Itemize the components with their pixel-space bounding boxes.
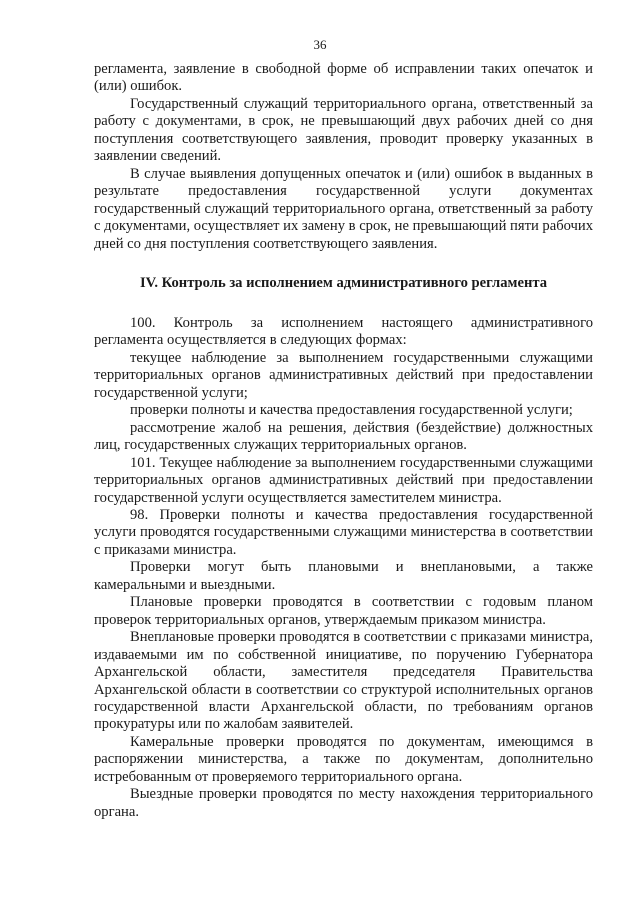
paragraph-item-100: 100. Контроль за исполнением настоящего административного регламента осуществляется в следующих формах: [94, 314, 593, 349]
paragraph: рассмотрение жалоб на решения, действия (бездействие) должностных лиц, государственных служащих территориальных органов. [94, 419, 593, 454]
paragraph-item-101: 101. Текущее наблюдение за выполнением государственными служащими территориальных органов административных действий при предоставлении государственной услуги осуществляется заместителем министра. [94, 454, 593, 506]
paragraph: проверки полноты и качества предоставления государственной услуги; [130, 402, 573, 419]
paragraph: Государственный служащий территориального органа, ответственный за работу с документами, в срок, не превышающий двух рабочих дней со дня поступления соответствующего заявления, проводит проверку указанных в заявлении сведений. [94, 95, 593, 165]
paragraph: Плановые проверки проводятся в соответствии с годовым планом проверок территориальных органов, утверждаемым приказом министра. [94, 594, 593, 628]
paragraph-continuation: регламента, заявление в свободной форме об исправлении таких опечаток и (или) ошибок. [94, 61, 593, 95]
paragraph: В случае выявления допущенных опечаток и (или) ошибок в выданных в результате предоставления государственной услуги документах государственный служащий территориального органа, ответственный за работу с документами, осуществляет их замену в срок, не превышающий пяти рабочих дней со дня поступления соответствующего заявления. [94, 165, 593, 252]
paragraph: Камеральные проверки проводятся по документам, имеющимся в распоряжении министерства, а также по документам, дополнительно истребованным от проверяемого территориального органа. [94, 733, 593, 785]
document-body [94, 61, 593, 821]
paragraph-item-98: 98. Проверки полноты и качества предоставления государственной услуги проводятся государственными служащими министерства в соответствии с приказами министра. [94, 506, 593, 558]
paragraph: Внеплановые проверки проводятся в соответствии с приказами министра, издаваемыми им по собственной инициативе, по поручению Губернатора Архангельской области, заместителя председателя Правительства Архангельской области в соответствии со структурой исполнительных органов государственной власти Архангельской области, по требованиям органов прокуратуры или по жалобам заявителей. [94, 629, 593, 733]
page-number: 36 [313, 37, 327, 52]
paragraph: текущее наблюдение за выполнением государственными служащими территориальных органов административных действий при предоставлении государственной услуги; [94, 349, 593, 401]
paragraph: Проверки могут быть плановыми и внеплановыми, а также камеральными и выездными. [94, 559, 593, 593]
paragraph: Выездные проверки проводятся по месту нахождения территориального органа. [94, 786, 593, 820]
section-heading: IV. Контроль за исполнением административного регламента [140, 274, 547, 291]
